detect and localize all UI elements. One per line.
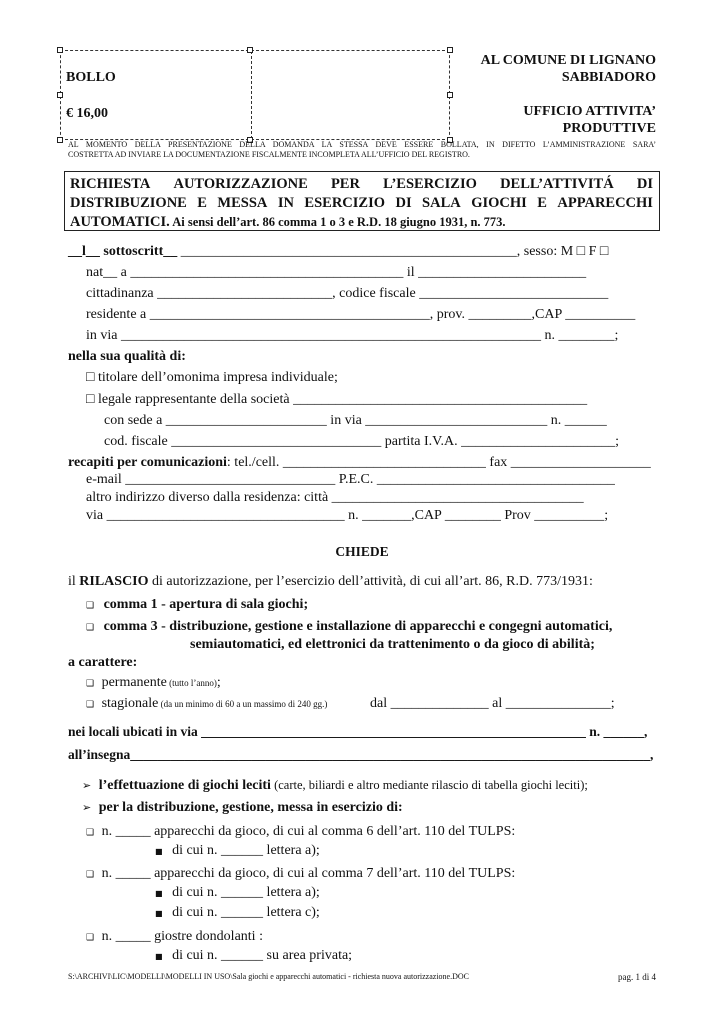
comma1-label: comma 1 - apertura di sala giochi; (103, 597, 309, 612)
stamp-notice-line1: AL MOMENTO DELLA PRESENTAZIONE DELLA DOMANDA LA STESSA DEVE ESSERE BOLLATA, IN DIFETTO L’AMMINISTRAZIONE SARA’ (68, 140, 656, 149)
corner-handle (57, 137, 63, 143)
title-automatici: AUTOMATICI. (70, 214, 170, 230)
games-comma7-item[interactable] (86, 866, 515, 882)
title-line1 (70, 175, 653, 194)
stamp-box (60, 50, 450, 140)
comma3-label-cont: semiautomatici, ed elettronici da trattenimento o da gioco di abilità; (190, 637, 595, 652)
checkbox-icon[interactable]: ❑ (86, 601, 95, 611)
footer-page-number: pag. 1 di 4 (618, 972, 656, 982)
checkbox-icon[interactable]: ❑ (86, 828, 95, 838)
recipient-line2: SABBIADORO (561, 70, 656, 85)
bollo-amount: € 16,00 (66, 106, 108, 121)
title-word: E (537, 195, 547, 211)
title-word: GIOCHI (471, 195, 527, 211)
contacts-label: recapiti per comunicazioni (68, 455, 227, 470)
title-word: ESERCIZIO (304, 195, 386, 211)
arrow-icon: ➢ (82, 801, 92, 814)
citizenship-field[interactable]: cittadinanza _________________________, codice fiscale ___________________________ (86, 286, 609, 301)
checkbox-icon[interactable]: ❑ (86, 700, 95, 710)
address-field[interactable]: in via ____________________________________________________________ n. ________; (86, 328, 619, 343)
residence-field[interactable]: residente a ________________________________________, prov. _________,CAP __________ (86, 307, 636, 322)
games-comma6-item[interactable] (86, 824, 515, 840)
bullet-icon: ■ (155, 909, 163, 918)
intro-rest: di autorizzazione, per l’esercizio dell’attività, di cui all’art. 86, R.D. 773/1931: (148, 574, 593, 589)
bollo-label: BOLLO (66, 70, 116, 85)
corner-handle (447, 47, 453, 53)
alt-address-street-field[interactable]: via __________________________________ n. _______,CAP ________ Prov __________; (86, 508, 609, 523)
title-word: L’ESERCIZIO (383, 176, 477, 192)
comma7-lettera-a[interactable] (155, 885, 320, 901)
office-line2: PRODUTTIVE (562, 121, 656, 136)
corner-handle (447, 92, 453, 98)
bullet-icon: ■ (155, 847, 163, 856)
comma7-lettera-c-label: di cui n. ______ lettera c); (172, 905, 320, 920)
title-word: SALA (422, 195, 461, 211)
season-dates-field[interactable]: dal ______________ al _______________; (370, 696, 615, 711)
sex-field[interactable]: , sesso: M □ F □ (516, 244, 609, 259)
recipient-line1: AL COMUNE DI LIGNANO (480, 53, 656, 68)
location-street-field[interactable]: nei locali ubicati in via _________________________________________________________ n. ______, (68, 724, 648, 739)
checkbox-icon[interactable]: ❑ (86, 623, 95, 633)
title-word: APPARECCHI (557, 195, 653, 211)
contacts-line (68, 455, 651, 471)
comma3-option[interactable] (86, 619, 612, 635)
carattere-heading: a carattere: (68, 655, 138, 670)
permanente-label: permanente (101, 675, 167, 690)
title-line3 (70, 213, 653, 232)
permanente-end: ; (216, 675, 221, 690)
sign-name-field[interactable]: all’insegna_____________________________________________________________________________, (68, 747, 654, 762)
stamp-box-divider (251, 51, 252, 139)
permanente-note: (tutto l’anno) (166, 678, 217, 688)
giostre-item[interactable] (86, 929, 263, 945)
quality-heading: nella sua qualità di: (68, 349, 186, 364)
title-word: AUTORIZZAZIONE (173, 176, 308, 192)
giochi-leciti-note: (carte, biliardi e altro mediante rilascio di tabella giochi leciti); (270, 778, 588, 792)
distribuzione-label: per la distribuzione, gestione, messa in esercizio di: (98, 800, 403, 815)
company-tax-field[interactable]: cod. fiscale ______________________________ partita I.V.A. ______________________; (104, 434, 619, 449)
title-word: E (197, 195, 207, 211)
tel-fax-field[interactable]: : tel./cell. _____________________________ fax ____________________ (226, 455, 651, 470)
intro-rilascio: RILASCIO (79, 574, 149, 589)
applicant-name-field[interactable]: ________________________________________________ (177, 244, 517, 259)
birth-field[interactable]: nat__ a _______________________________________ il ________________________ (86, 265, 587, 280)
comma7-lettera-c[interactable] (155, 905, 320, 921)
games-comma7-label: n. _____ apparecchi da gioco, di cui al comma 7 dell’art. 110 del TULPS: (101, 866, 516, 881)
title-word: DI (636, 176, 653, 192)
stagionale-note: (da un minimo di 60 a un massimo di 240 gg.) (158, 699, 328, 709)
title-word: DELL’ATTIVITÁ (500, 176, 614, 192)
stamp-notice-line2: COSTRETTA AD INVIARE LA DOCUMENTAZIONE FISCALMENTE INCOMPLETA ALL’UFFICIO DEL REGISTRO. (68, 150, 470, 159)
giochi-leciti-label: l’effettuazione di giochi leciti (98, 778, 271, 793)
office-line1: UFFICIO ATTIVITA’ (523, 104, 656, 119)
owner-checkbox[interactable]: □ titolare dell’omonima impresa individuale; (86, 370, 338, 385)
permanente-option[interactable] (86, 675, 221, 691)
bullet-icon: ■ (155, 889, 163, 898)
arrow-icon: ➢ (82, 779, 92, 792)
title-word: RICHIESTA (70, 176, 151, 192)
giochi-leciti-option[interactable] (82, 778, 588, 794)
title-legal-reference: Ai sensi dell’art. 86 comma 1 o 3 e R.D. 18 giugno 1931, n. 773. (169, 215, 506, 229)
title-word: DISTRIBUZIONE (70, 195, 187, 211)
comma6-lettera-a[interactable] (155, 843, 320, 859)
request-intro (68, 574, 593, 590)
games-comma6-label: n. _____ apparecchi da gioco, di cui al comma 6 dell’art. 110 del TULPS: (101, 824, 516, 839)
stagionale-label: stagionale (101, 696, 159, 711)
chiede-heading: CHIEDE (335, 544, 389, 559)
title-word: DI (395, 195, 412, 211)
email-pec-field[interactable]: e-mail ______________________________ P.E.C. __________________________________ (86, 472, 615, 487)
comma6-lettera-a-label: di cui n. ______ lettera a); (172, 843, 320, 858)
comma7-lettera-a-label: di cui n. ______ lettera a); (172, 885, 320, 900)
request-title-box (64, 171, 660, 231)
corner-handle (57, 47, 63, 53)
legal-rep-checkbox[interactable]: □ legale rappresentante della società __________________________________________ (86, 392, 588, 407)
company-seat-field[interactable]: con sede a _______________________ in via __________________________ n. ______ (104, 413, 607, 428)
applicant-line1 (68, 244, 608, 260)
distribuzione-option[interactable] (82, 800, 403, 816)
giostre-area-privata[interactable] (155, 948, 352, 964)
corner-handle (247, 47, 253, 53)
footer-file-path: S:\ARCHIVI\LIC\MODELLI\MODELLI IN USO\Sala giochi e apparecchi automatici - richiesta nuova autorizzazione.DOC (68, 972, 469, 981)
giostre-label: n. _____ giostre dondolanti : (101, 929, 263, 944)
comma1-option[interactable] (86, 597, 308, 613)
stagionale-option[interactable] (86, 696, 327, 712)
title-word: IN (277, 195, 294, 211)
corner-handle (57, 92, 63, 98)
applicant-name-label: __l__ sottoscritt__ (68, 244, 178, 259)
intro-il: il (68, 574, 80, 589)
comma3-label: comma 3 - distribuzione, gestione e installazione di apparecchi e congegni automatici, (103, 619, 613, 634)
giostre-area-privata-label: di cui n. ______ su area privata; (172, 948, 353, 963)
checkbox-icon[interactable]: ❑ (86, 870, 95, 880)
alt-address-city-field[interactable]: altro indirizzo diverso dalla residenza: città ____________________________________ (86, 490, 584, 505)
bullet-icon: ■ (155, 952, 163, 961)
checkbox-icon[interactable]: ❑ (86, 933, 95, 943)
title-line2 (70, 194, 653, 213)
title-word: PER (330, 176, 360, 192)
title-word: MESSA (217, 195, 268, 211)
checkbox-icon[interactable]: ❑ (86, 679, 95, 689)
